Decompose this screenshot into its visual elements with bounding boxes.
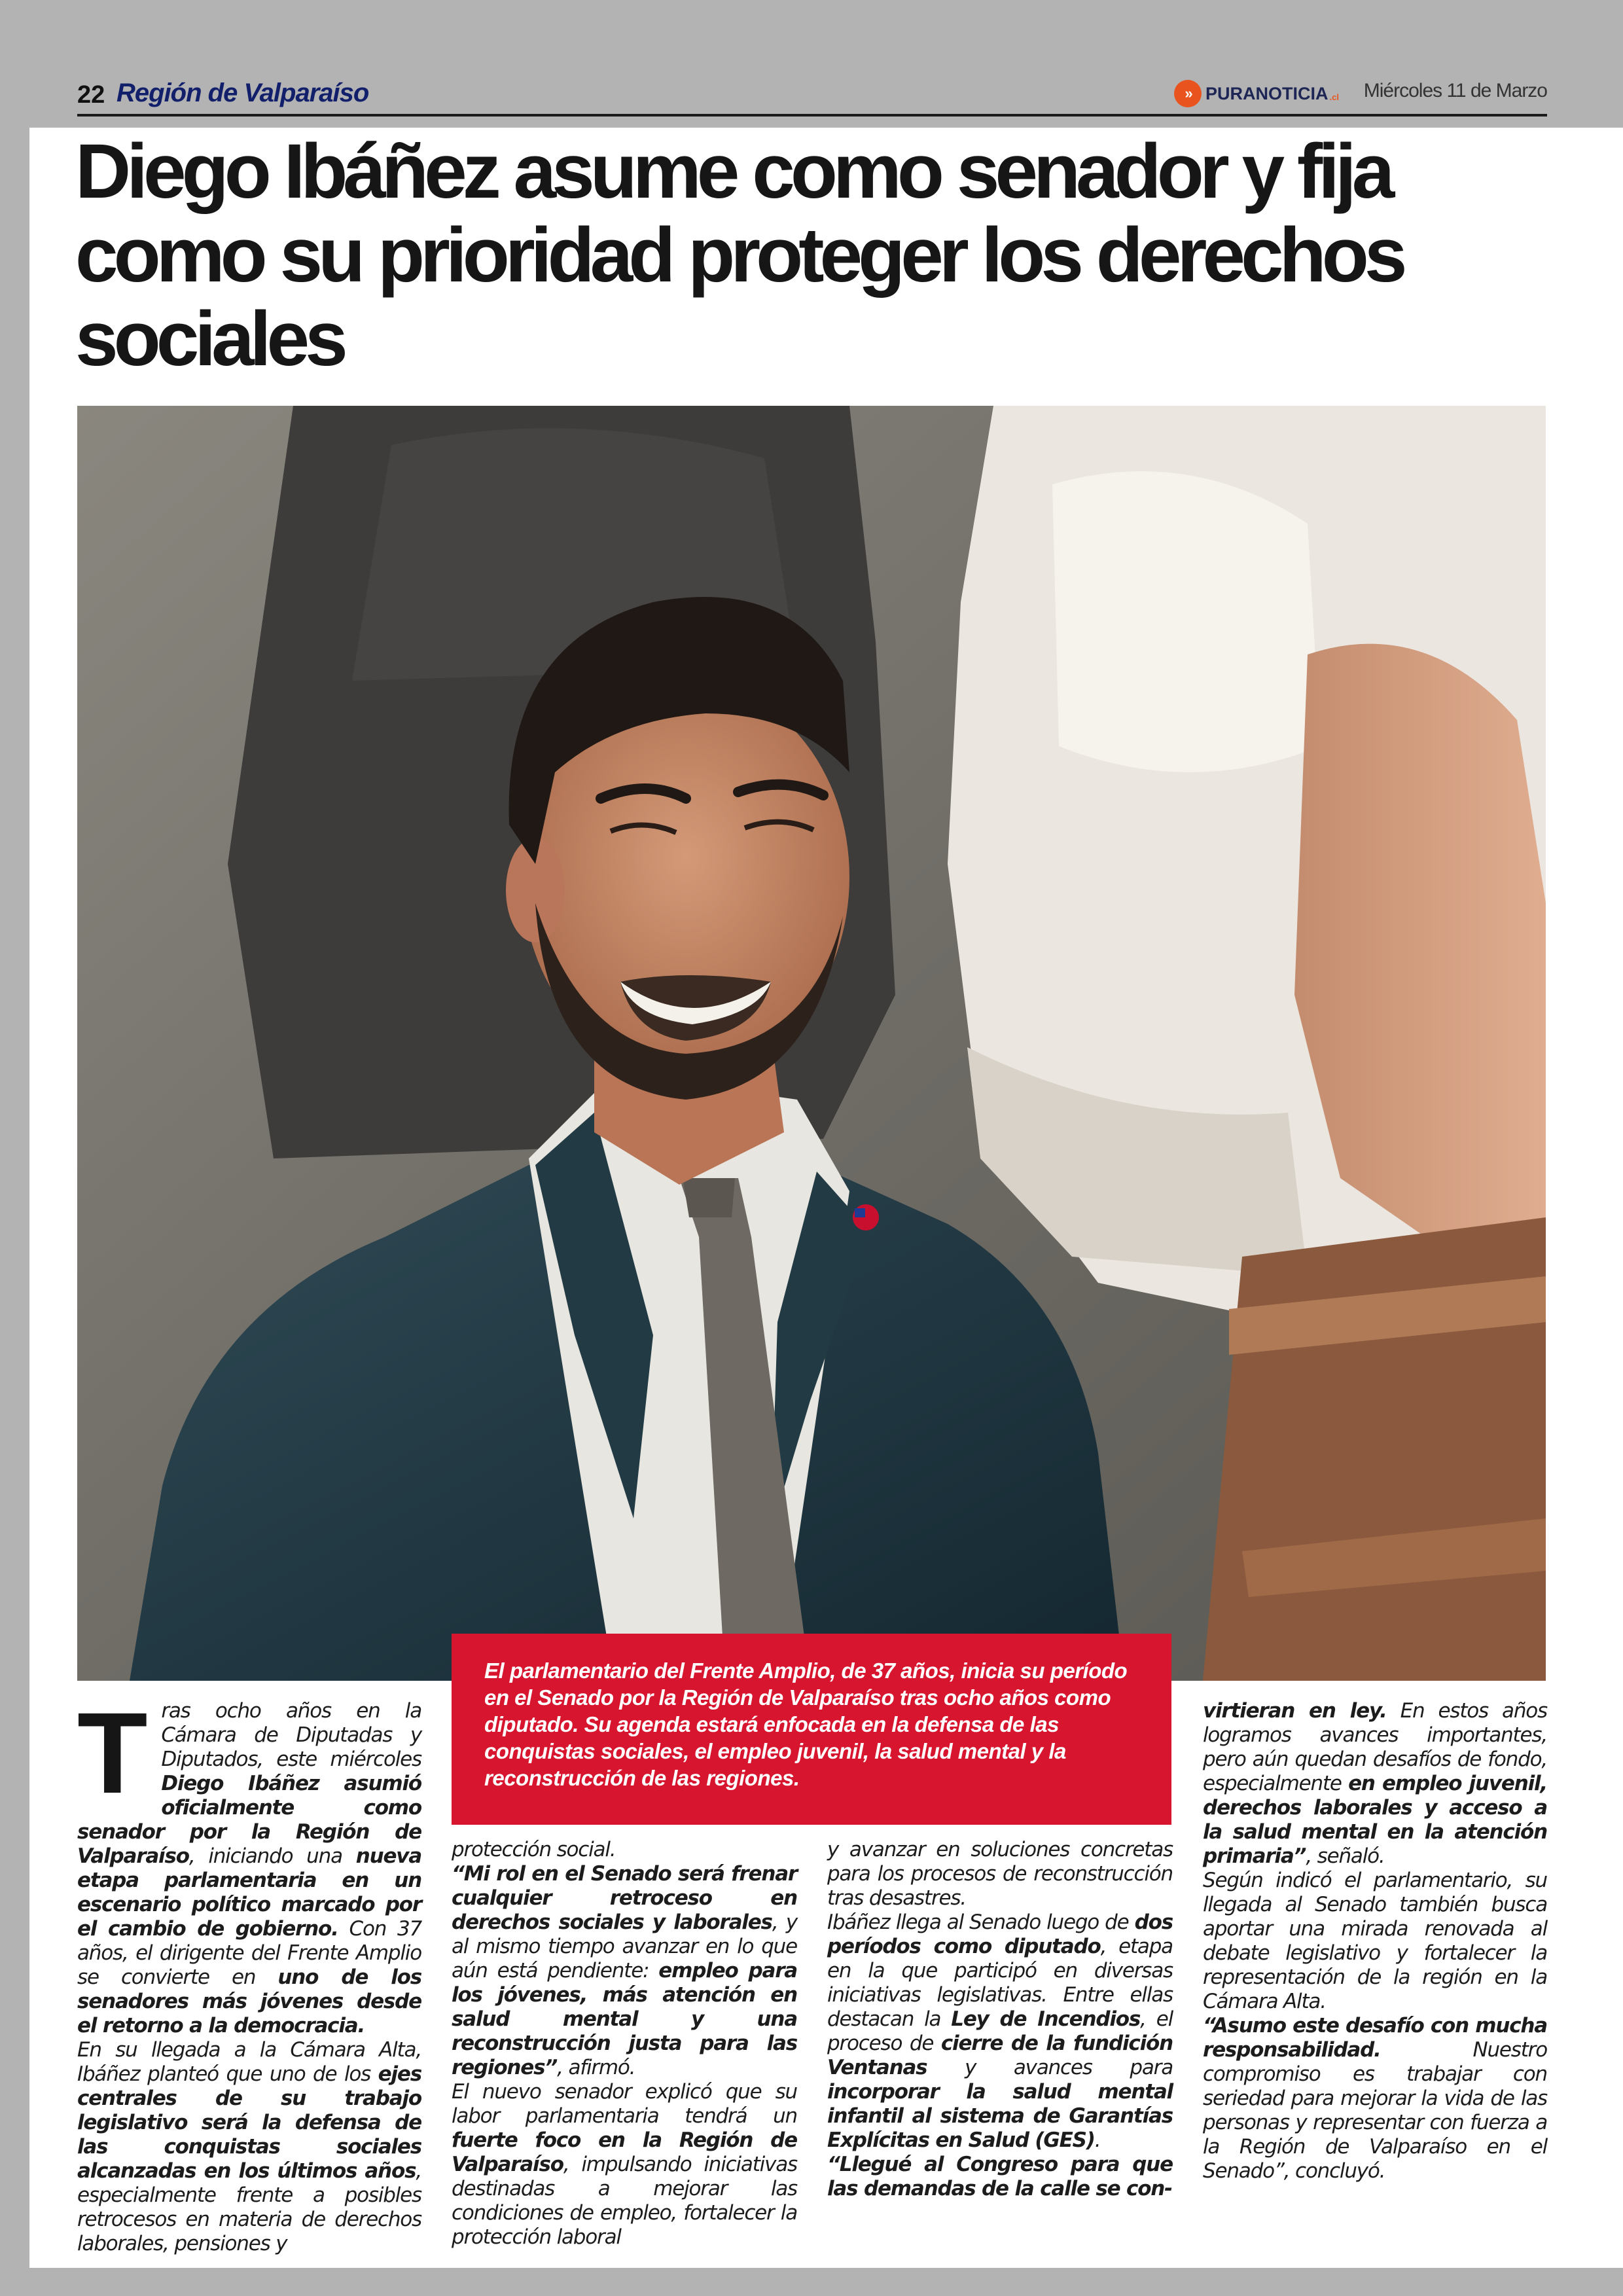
article-paragraph <box>1203 2014 1547 2183</box>
page-header <box>77 71 1547 115</box>
section-title: Región de Valparaíso <box>116 79 369 107</box>
text-run: y avanzar en soluciones concretas para los procesos de reconstrucción tras desastres. <box>827 1838 1173 1910</box>
text-run: . <box>1094 2128 1101 2152</box>
bold-text-run: “Llegué al Congreso para que las demandas de la calle se con- <box>827 2153 1173 2200</box>
article-column-4 <box>1203 1699 1547 2183</box>
article-paragraph <box>452 2080 797 2250</box>
issue-date: Miércoles 11 de Marzo <box>1363 80 1547 101</box>
text-run: , iniciando una <box>188 1844 356 1868</box>
bold-text-run: cierre de la fundición Ventanas <box>827 2032 1173 2079</box>
senator-portrait-illustration <box>77 406 1546 1681</box>
article-column-3 <box>827 1838 1173 2201</box>
article-column-1 <box>77 1689 421 2256</box>
article-paragraph <box>827 1838 1173 1910</box>
text-run: En estos años logramos avances importantes, pero aún quedan desafíos de fondo, especialmente <box>1203 1699 1547 1795</box>
page-number: 22 <box>77 81 105 109</box>
photo-caption: El parlamentario del Frente Amplio, de 37 años, inicia su período en el Senado por la Región de Valparaíso tras ocho años como diputado. Su agenda estará enfocada en la defensa de las conquistas sociales, el empleo juvenil, la salud mental y la reconstrucción de las regiones. <box>484 1659 1128 1790</box>
bold-text-run: uno de los senadores más jóvenes desde el retorno a la democracia. <box>77 1965 421 2037</box>
text-run: y avances para <box>927 2056 1173 2079</box>
article-paragraph <box>827 2153 1173 2201</box>
article-paragraph <box>1203 1699 1547 1869</box>
article-column-2 <box>452 1838 797 2250</box>
bold-text-run: virtieran en ley. <box>1203 1699 1387 1723</box>
article-paragraph <box>452 1862 797 2080</box>
bold-text-run: dos períodos como diputado <box>827 1910 1173 1958</box>
drop-cap: T <box>77 1689 147 1818</box>
article-paragraph <box>827 1910 1173 2153</box>
article-paragraph <box>77 1689 421 2038</box>
text-run: En su llegada a la Cámara Alta, Ibáñez planteó que uno de los <box>77 2038 421 2086</box>
text-run: Con 37 años, el dirigente del Frente Amplio se convierte en <box>77 1917 421 1989</box>
text-run: , afirmó. <box>557 2056 635 2079</box>
text-run: Nuestro compromiso es trabajar con seriedad para mejorar la vida de las personas y representar con fuerza a la Región de Valparaíso en el Senado”, concluyó. <box>1203 2038 1547 2183</box>
bold-text-run: ejes centrales de su trabajo legislativo será la defensa de las conquistas sociales alcanzadas en los últimos años <box>77 2062 421 2183</box>
header-rule <box>77 114 1547 117</box>
bold-text-run: en empleo juvenil, derechos laborales y acceso a la salud mental en la atención primaria” <box>1203 1772 1547 1868</box>
bold-text-run: Diego Ibáñez asumió oficialmente como senador por la Región de Valparaíso <box>77 1772 421 1868</box>
bold-text-run: empleo para los jóvenes, más atención en salud mental y una reconstrucción justa para las regiones” <box>452 1959 797 2079</box>
text-run: Ibáñez llega al Senado luego de <box>827 1910 1135 1934</box>
text-run: , etapa en la que participó en diversas iniciativas legislativas. Entre ellas destacan la <box>827 1935 1173 2031</box>
text-run: protección social. <box>452 1838 616 1861</box>
photo-caption-box <box>452 1634 1171 1825</box>
headline: Diego Ibáñez asume como senador y fija como su prioridad proteger los derechos sociales <box>75 128 1403 382</box>
bold-text-run: fuerte foco en la Región de Valparaíso <box>452 2128 797 2176</box>
article-paragraph <box>452 1838 797 1862</box>
article-photo <box>77 406 1546 1681</box>
bold-text-run: nueva etapa parlamentaria en un escenario político marcado por el cambio de gobierno. <box>77 1844 421 1941</box>
logo-arrows-icon: » <box>1174 80 1202 107</box>
text-run: , especialmente frente a posibles retrocesos en materia de derechos laborales, pensiones y <box>77 2159 421 2255</box>
logo-text: PURANOTICIA <box>1205 83 1329 103</box>
bold-text-run: incorporar la salud mental infantil al sistema de Garantías Explícitas en Salud (GES) <box>827 2080 1173 2152</box>
text-run: ras ocho años en la Cámara de Diputadas y Diputados, este miércoles <box>161 1699 421 1771</box>
text-run: El nuevo senador explicó que su labor parlamentaria tendrá un <box>452 2080 797 2128</box>
article-paragraph <box>1203 1869 1547 2014</box>
bold-text-run: Ley de Incendios <box>951 2007 1141 2031</box>
text-run: Según indicó el parlamentario, su llegada al Senado también busca aportar una mirada renovada al debate legislativo y fortalecer la representación de la región en la Cámara Alta. <box>1203 1869 1547 2013</box>
text-run: , el proceso de <box>827 2007 1173 2055</box>
publication-logo <box>1174 77 1339 110</box>
bold-text-run: “Mi rol en el Senado será frenar cualquier retroceso en derechos sociales y laborales <box>452 1862 797 1934</box>
text-run: , impulsando iniciativas destinadas a mejorar las condiciones de empleo, fortalecer la protección laboral <box>452 2153 797 2249</box>
article-paragraph <box>77 2038 421 2256</box>
text-run: , y al mismo tiempo avanzar en lo que aún está pendiente: <box>452 1910 797 1982</box>
text-run: , señaló. <box>1306 1844 1385 1868</box>
logo-suffix: .cl <box>1329 92 1339 102</box>
bold-text-run: “Asumo este desafío con mucha responsabilidad. <box>1203 2014 1547 2062</box>
